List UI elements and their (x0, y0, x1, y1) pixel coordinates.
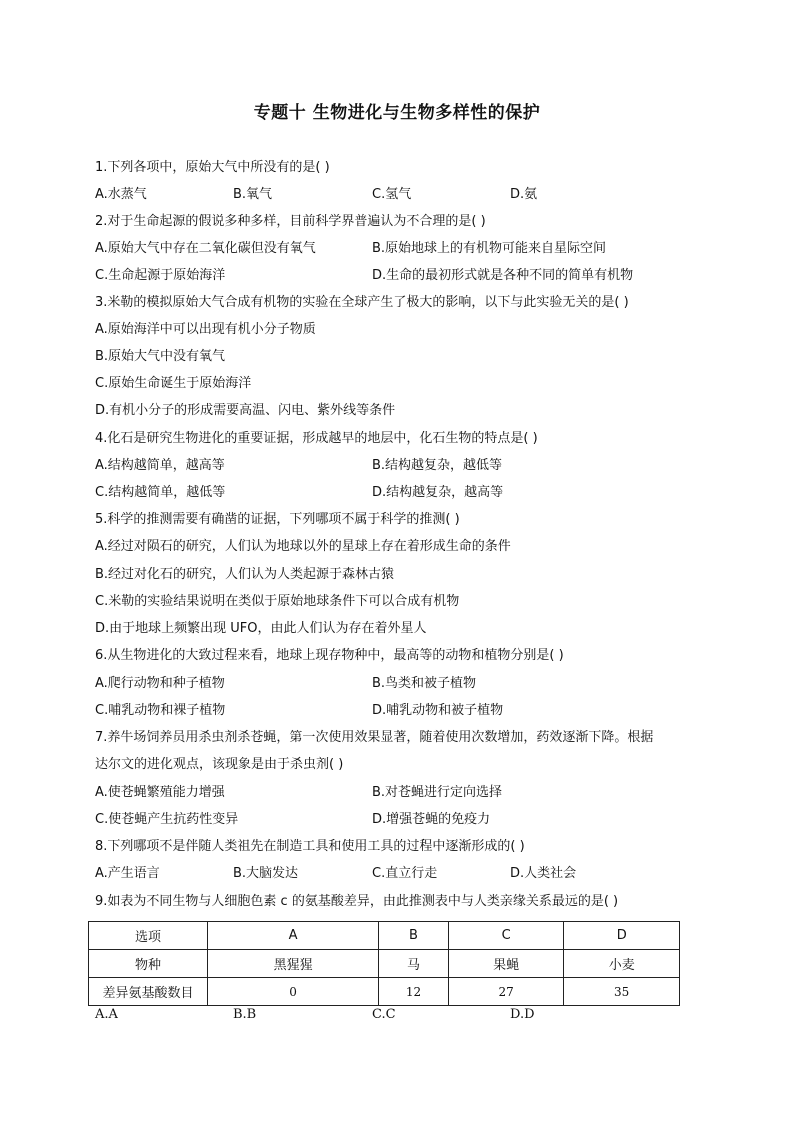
question-4-stem: 4.化石是研究生物进化的重要证据，形成越早的地层中，化石生物的特点是( ) (95, 431, 538, 446)
table-cell: 马 (379, 950, 449, 978)
question-7-option-a: A.使苍蝇繁殖能力增强 (95, 785, 225, 800)
table-cell: 35 (564, 978, 680, 1006)
table-cell: 0 (208, 978, 379, 1006)
question-5-option-a: A.经过对陨石的研究，人们认为地球以外的星球上存在着形成生命的条件 (95, 539, 511, 554)
question-6-option-d: D.哺乳动物和被子植物 (372, 703, 504, 718)
question-7-stem-line-2: 达尔文的进化观点，该现象是由于杀虫剂( ) (95, 757, 344, 772)
table-cell: 果蝇 (448, 950, 564, 978)
question-7-option-d: D.增强苍蝇的免疫力 (372, 812, 491, 827)
question-3-stem: 3.米勒的模拟原始大气合成有机物的实验在全球产生了极大的影响，以下与此实验无关的是( ) (95, 295, 629, 310)
question-7-option-b: B.对苍蝇进行定向选择 (372, 785, 503, 800)
question-1-option-a: A.水蒸气 (95, 187, 147, 202)
table-cell: 选项 (89, 922, 208, 950)
question-6-option-c: C.哺乳动物和裸子植物 (95, 703, 226, 718)
question-1-option-d: D.氨 (510, 187, 538, 202)
table-cell: 黑猩猩 (208, 950, 379, 978)
question-2-option-b: B.原始地球上的有机物可能来自星际空间 (372, 241, 607, 256)
question-9-option-d: D.D (510, 1007, 535, 1022)
table-cell: 小麦 (564, 950, 680, 978)
question-8-option-c: C.直立行走 (372, 866, 438, 881)
question-3-option-c: C.原始生命诞生于原始海洋 (95, 376, 252, 391)
question-8-stem: 8.下列哪项不是伴随人类祖先在制造工具和使用工具的过程中逐渐形成的( ) (95, 839, 525, 854)
question-9-option-c: C.C (372, 1007, 396, 1022)
question-5-option-c: C.米勒的实验结果说明在类似于原始地球条件下可以合成有机物 (95, 594, 460, 609)
question-6-option-b: B.鸟类和被子植物 (372, 676, 477, 691)
table-cell: 物种 (89, 950, 208, 978)
question-5-option-d: D.由于地球上频繁出现 UFO，由此人们认为存在着外星人 (95, 621, 427, 636)
question-9-option-b: B.B (233, 1007, 257, 1022)
question-1-option-b: B.氧气 (233, 187, 273, 202)
table-cell: D (564, 922, 680, 950)
question-7-stem-line-1: 7.养牛场饲养员用杀虫剂杀苍蝇，第一次使用效果显著，随着使用次数增加，药效逐渐下降。根据 (95, 730, 654, 745)
question-3-option-a: A.原始海洋中可以出现有机小分子物质 (95, 322, 316, 337)
question-2-stem: 2.对于生命起源的假说多种多样，目前科学界普遍认为不合理的是( ) (95, 214, 486, 229)
question-9-table (88, 921, 680, 1006)
question-8-option-b: B.大脑发达 (233, 866, 299, 881)
question-5-option-b: B.经过对化石的研究，人们认为人类起源于森林古猿 (95, 567, 395, 582)
table-cell: 差异氨基酸数目 (89, 978, 208, 1006)
table-row (89, 950, 680, 978)
question-8-option-d: D.人类社会 (510, 866, 577, 881)
question-4-option-d: D.结构越复杂，越高等 (372, 485, 504, 500)
question-8-option-a: A.产生语言 (95, 866, 160, 881)
question-4-option-a: A.结构越简单，越高等 (95, 458, 225, 473)
table-cell: 12 (379, 978, 449, 1006)
question-2-option-a: A.原始大气中存在二氧化碳但没有氧气 (95, 241, 316, 256)
question-4-option-c: C.结构越简单，越低等 (95, 485, 226, 500)
question-2-option-c: C.生命起源于原始海洋 (95, 268, 226, 283)
question-6-stem: 6.从生物进化的大致过程来看，地球上现存物种中，最高等的动物和植物分别是( ) (95, 648, 564, 663)
table-row (89, 922, 680, 950)
question-7-option-c: C.使苍蝇产生抗药性变异 (95, 812, 239, 827)
table-cell: 27 (448, 978, 564, 1006)
table-cell: B (379, 922, 449, 950)
question-9-option-a: A.A (95, 1007, 118, 1022)
question-1-option-c: C.氢气 (372, 187, 412, 202)
question-3-option-d: D.有机小分子的形成需要高温、闪电、紫外线等条件 (95, 403, 396, 418)
table-cell: A (208, 922, 379, 950)
page-title: 专题十 生物进化与生物多样性的保护 (253, 103, 541, 123)
table-row (89, 978, 680, 1006)
table-cell: C (448, 922, 564, 950)
question-1-stem: 1.下列各项中，原始大气中所没有的是( ) (95, 160, 330, 175)
question-5-stem: 5.科学的推测需要有确凿的证据，下列哪项不属于科学的推测( ) (95, 512, 460, 527)
question-3-option-b: B.原始大气中没有氧气 (95, 349, 226, 364)
question-9-stem: 9.如表为不同生物与人细胞色素 c 的氨基酸差异，由此推测表中与人类亲缘关系最远的是( ) (95, 894, 619, 909)
question-4-option-b: B.结构越复杂，越低等 (372, 458, 503, 473)
question-2-option-d: D.生命的最初形式就是各种不同的简单有机物 (372, 268, 634, 283)
question-6-option-a: A.爬行动物和种子植物 (95, 676, 225, 691)
